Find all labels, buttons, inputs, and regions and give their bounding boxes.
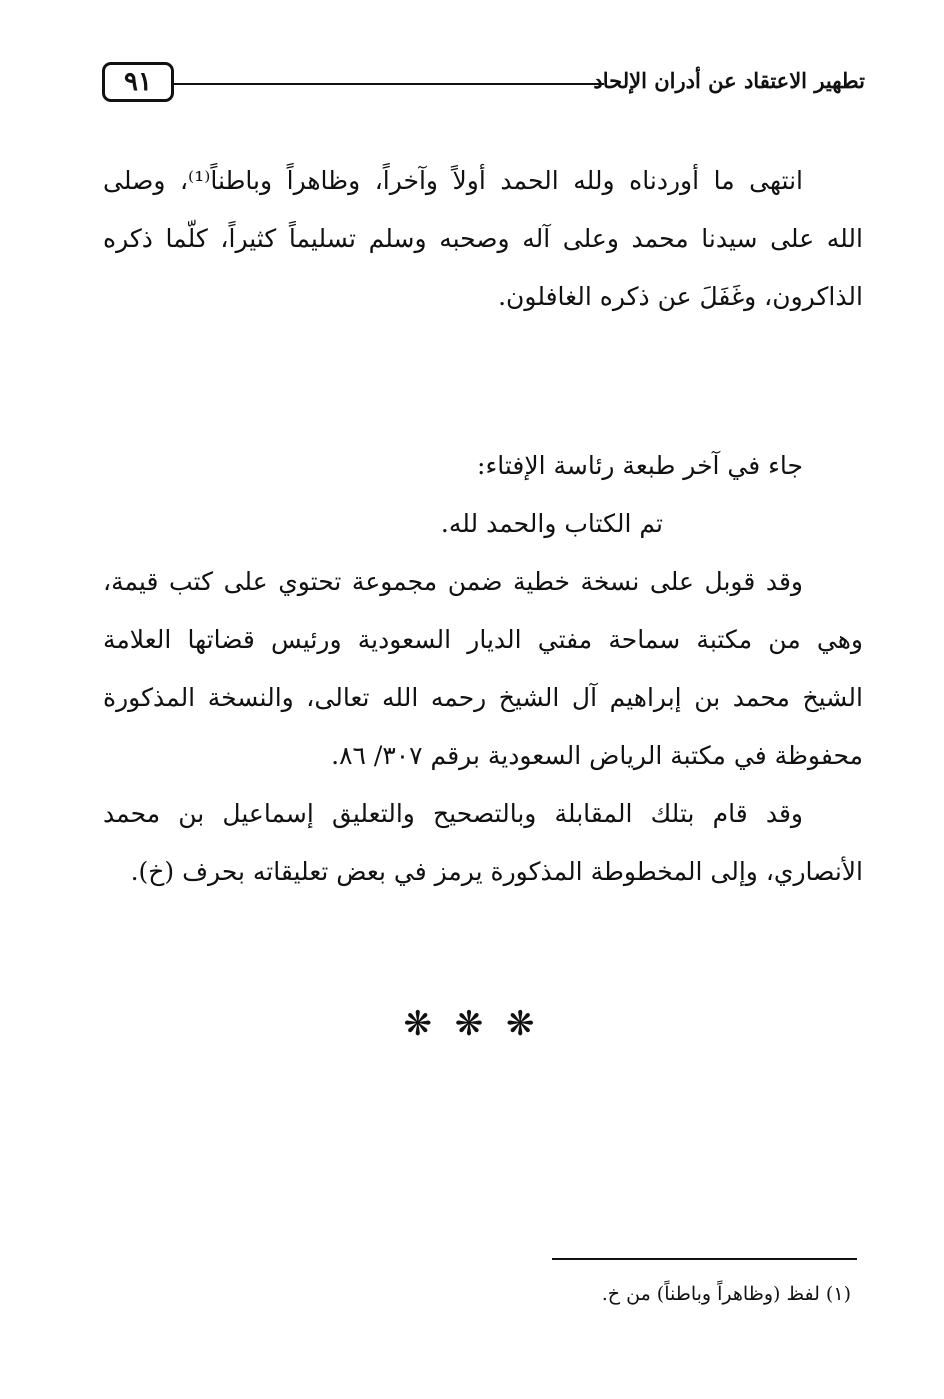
- edition-intro: جاء في آخر طبعة رئاسة الإفتاء:: [477, 451, 803, 480]
- page-number: ٩١: [124, 67, 152, 97]
- footnote: (١) لفظ (وظاهراً وباطناً) من خ.: [601, 1283, 851, 1305]
- text-line: وهي من مكتبة سماحة مفتي الديار السعودية ورئيس قضاتها العلامة: [103, 625, 863, 654]
- text-line: محفوظة في مكتبة الرياض السعودية برقم ٣٠٧/ ٨٦.: [331, 741, 863, 770]
- edition-note-section: [103, 437, 863, 901]
- header-rule: [174, 83, 604, 85]
- text-line: الذاكرون، وغَفَلَ عن ذكره الغافلون.: [498, 282, 863, 311]
- footnote-rule: [552, 1258, 857, 1260]
- text-line: الله على سيدنا محمد وعلى آله وصحبه وسلم تسليماً كثيراً، كلّما ذكره: [103, 224, 863, 253]
- completion-phrase: تم الكتاب والحمد لله.: [440, 509, 663, 538]
- page-header: [100, 58, 865, 108]
- text-line: انتهى ما أوردناه ولله الحمد أولاً وآخراً، وظاهراً وباطناً⁽¹⁾، وصلى: [103, 166, 803, 195]
- text-line: الأنصاري، وإلى المخطوطة المذكورة يرمز في بعض تعليقاته بحرف (خ).: [130, 857, 863, 886]
- section-ornament: ❋ ❋ ❋: [403, 1004, 541, 1044]
- page-number-box: [102, 62, 174, 102]
- text-line: الشيخ محمد بن إبراهيم آل الشيخ رحمه الله تعالى، والنسخة المذكورة: [103, 683, 863, 712]
- closing-paragraph: [103, 152, 863, 326]
- text-line: وقد قوبل على نسخة خطية ضمن مجموعة تحتوي على كتب قيمة،: [103, 567, 803, 596]
- running-title: تطهير الاعتقاد عن أدران الإلحاد: [593, 68, 865, 93]
- text-line: وقد قام بتلك المقابلة وبالتصحيح والتعليق إسماعيل بن محمد: [103, 799, 803, 828]
